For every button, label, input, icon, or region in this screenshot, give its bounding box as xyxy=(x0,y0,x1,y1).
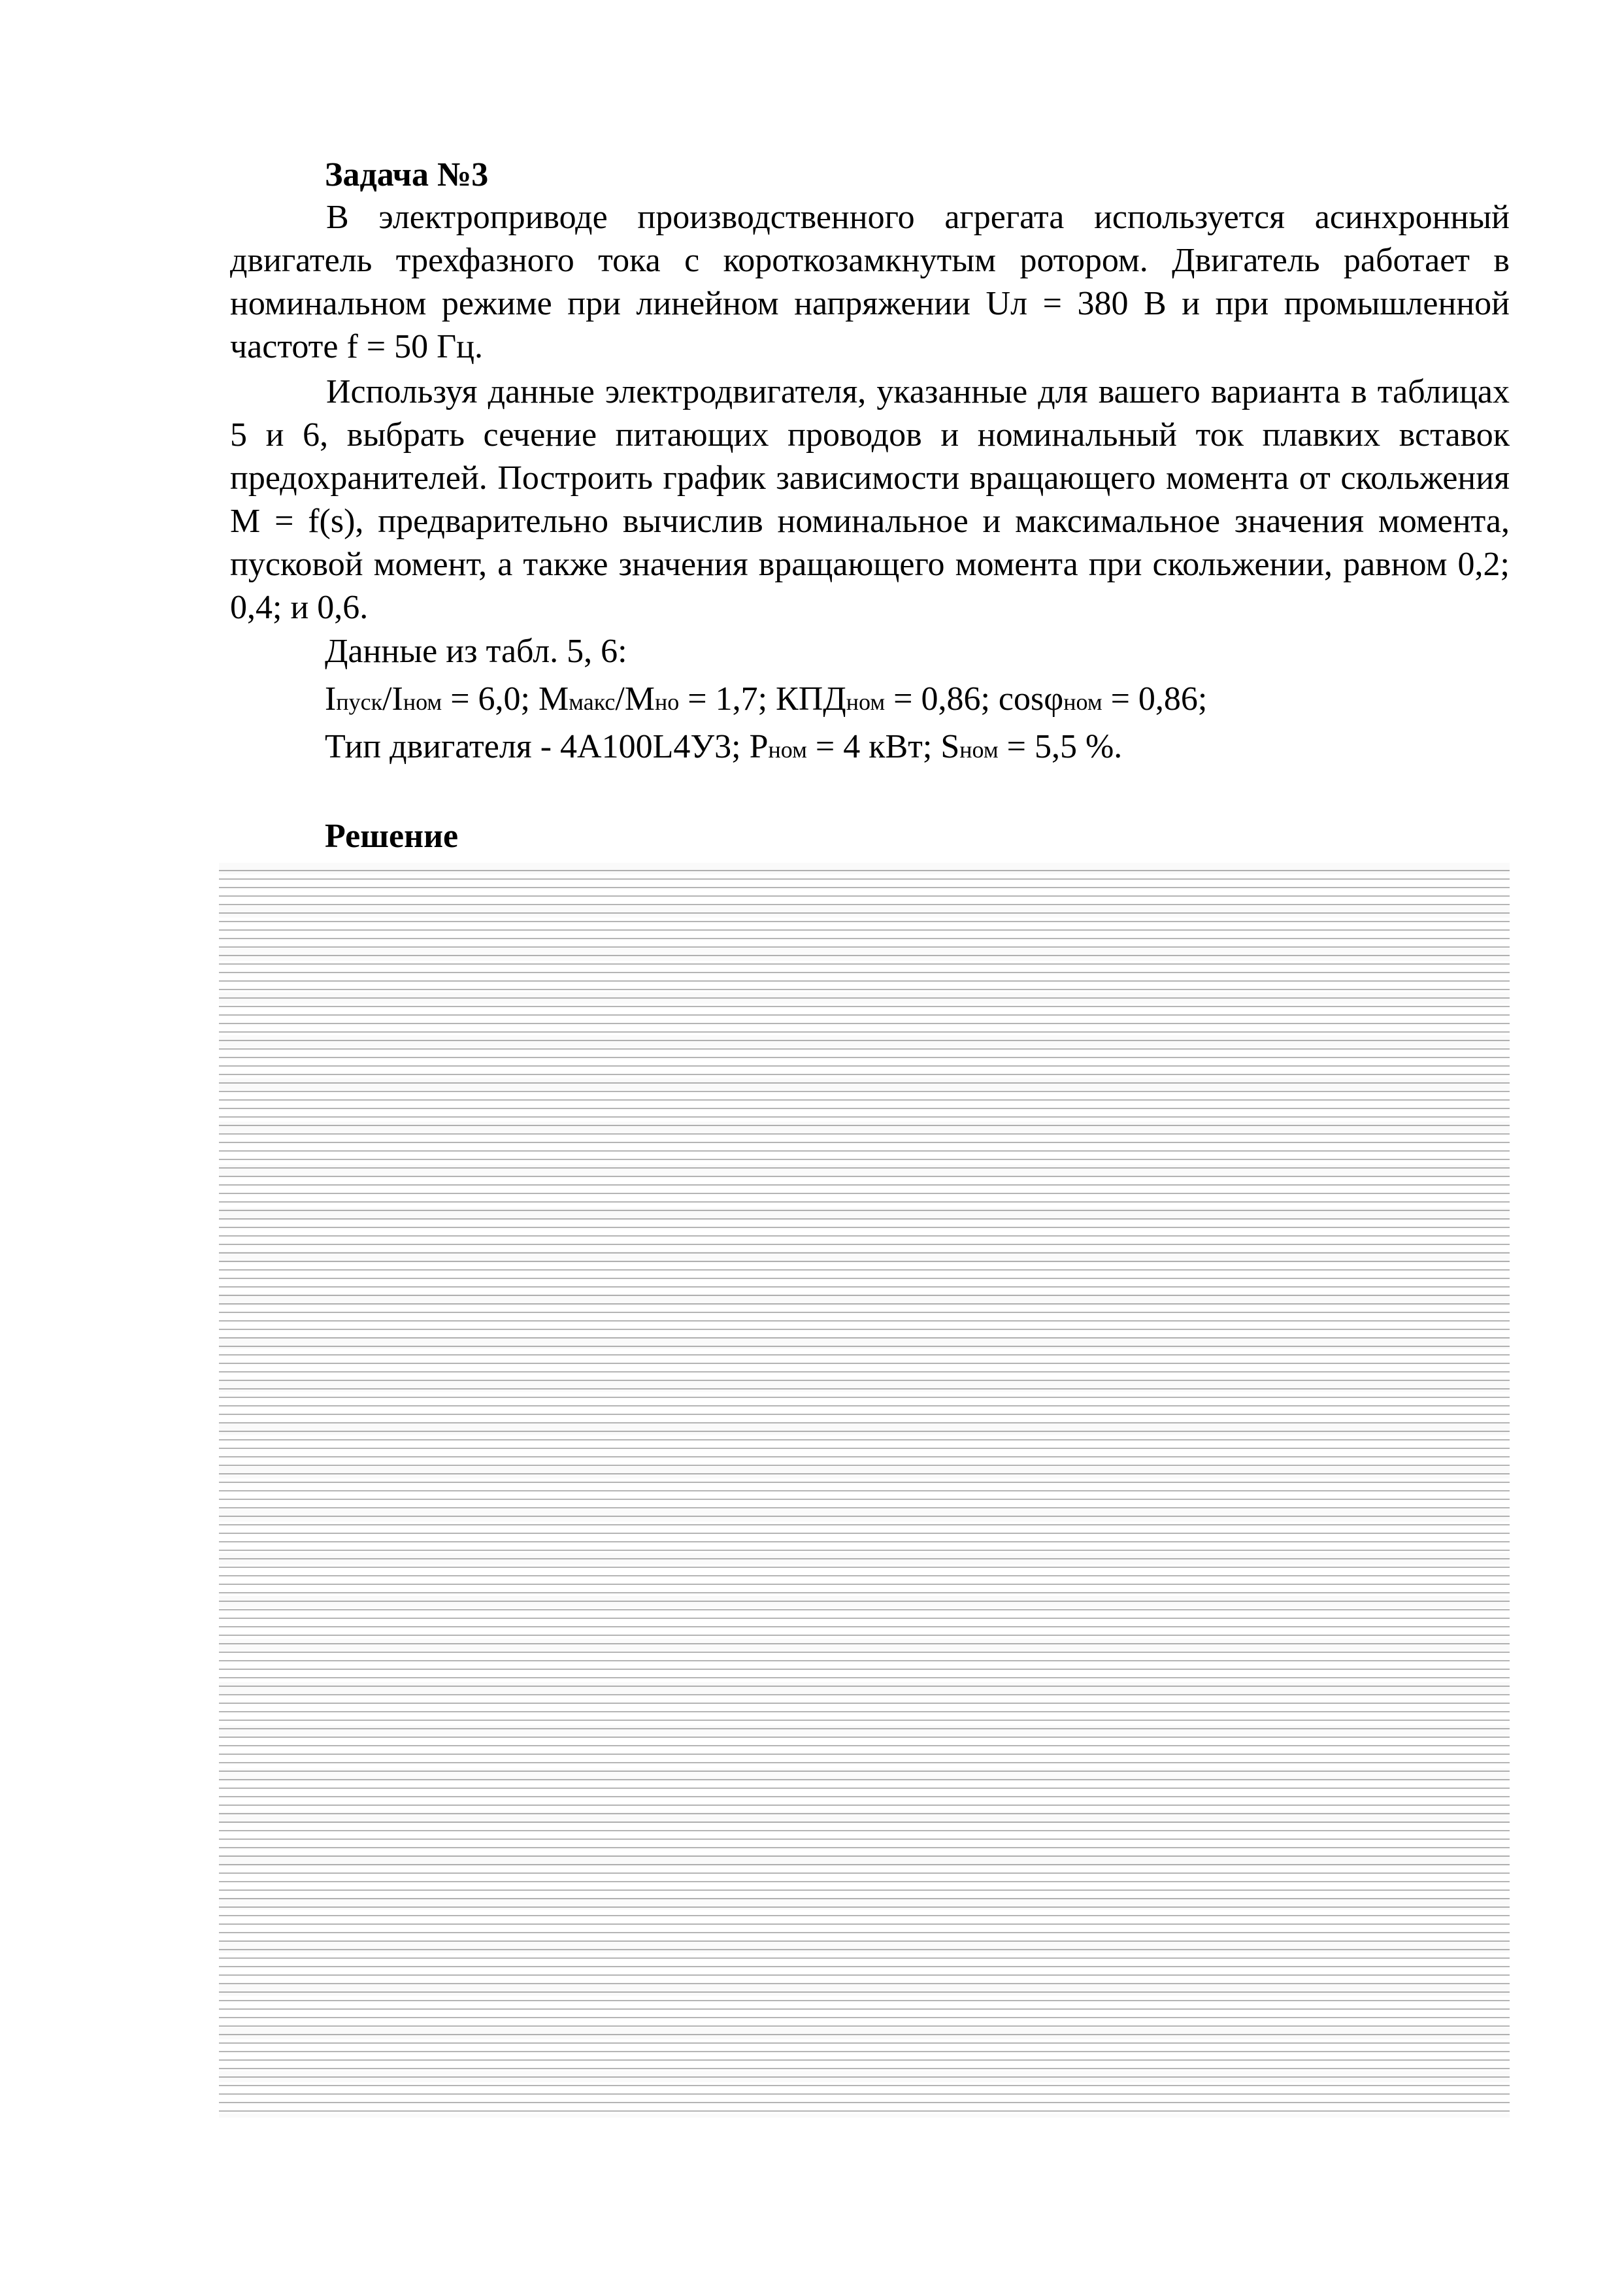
data-heading: Данные из табл. 5, 6: xyxy=(325,633,627,670)
task-title: Задача №3 xyxy=(325,156,489,193)
solution-title: Решение xyxy=(325,818,459,855)
blurred-solution-preview xyxy=(219,863,1510,2118)
striped-overlay xyxy=(219,863,1510,2118)
motor-type-line: Тип двигателя - 4А100L4У3; Pном = 4 кВт; Sном = 5,5 %. xyxy=(325,728,1123,765)
task-paragraph-1: В электроприводе производственного агрегата используется асинхронный двигатель трехфазного тока с короткозамкнутым ротором. Двигатель работает в номинальном режиме при линейном напряжении Uл = 380 В и при промышленной частоте f = 50 Гц. xyxy=(230,199,1510,365)
motor-parameters-line: Iпуск/Iном = 6,0; Mмакс/Mно = 1,7; КПДном = 0,86; cosφном = 0,86; xyxy=(325,680,1208,718)
task-paragraph-2: Используя данные электродвигателя, указанные для вашего варианта в таблицах 5 и 6, выбрать сечение питающих проводов и номинальный ток плавких вставок предохранителей. Построить график зависимости вращающего момента от скольжения M = f(s), предварительно вычислив номинальное и максимальное значения момента, пусковой момент, а также значения вращающего момента при скольжении, равном 0,2; 0,4; и 0,6. xyxy=(230,373,1510,626)
